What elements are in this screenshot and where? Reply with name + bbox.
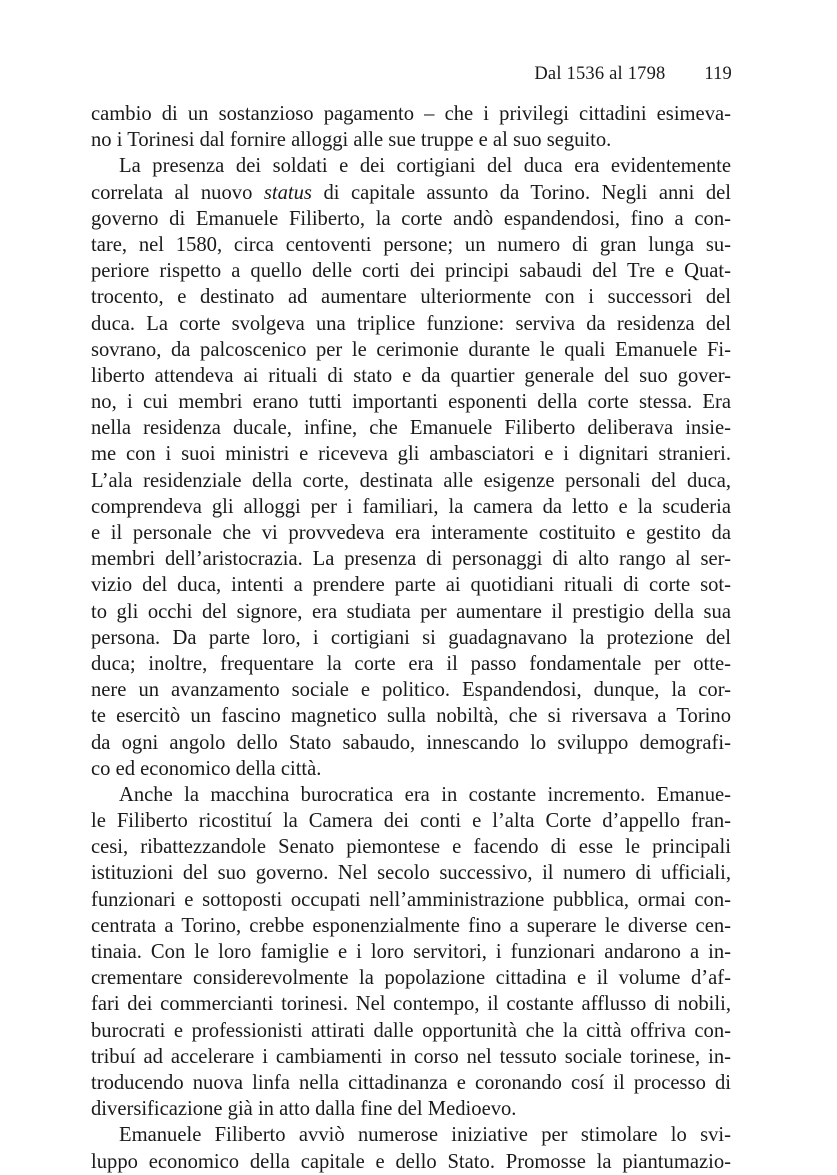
- text-line: trocento, e destinato ad aumentare ulteriormente con i successori del: [91, 286, 731, 309]
- text-line: e il personale che vi provvedeva era interamente costituito e gestito da: [91, 522, 731, 544]
- text-line: duca. La corte svolgeva una triplice funzione: serviva da residenza del: [91, 312, 731, 335]
- text-line: le Filiberto ricostituí la Camera dei conti e l’alta Corte d’appello fran-: [91, 810, 731, 833]
- text-line: nella residenza ducale, infine, che Emanuele Filiberto deliberava insie-: [91, 417, 731, 440]
- running-head-title: Dal 1536 al 1798: [534, 64, 666, 84]
- text-line: burocrati e professionisti attirati dalle opportunità che la città offriva con-: [91, 1019, 731, 1042]
- text-line: istituzioni del suo governo. Nel secolo successivo, il numero di ufficiali,: [91, 862, 731, 885]
- text-line: liberto attendeva ai rituali di stato e da quartier generale del suo gover-: [91, 364, 731, 387]
- text-line: diversificazione già in atto dalla fine del Medioevo.: [91, 1098, 517, 1121]
- body-text: [91, 101, 731, 1175]
- text-line: no i Torinesi dal fornire alloggi alle sue truppe e al suo seguito.: [91, 129, 612, 152]
- text-line: centrata a Torino, crebbe esponenzialmente fino a superare le diverse cen-: [91, 914, 731, 937]
- text-line: comprendeva gli alloggi per i familiari, la camera da letto e la scuderia: [91, 495, 731, 518]
- running-head: [90, 62, 732, 86]
- text-line: funzionari e sottoposti occupati nell’amministrazione pubblica, ormai con-: [91, 888, 731, 911]
- text-line: vizio del duca, intenti a prendere parte ai quotidiani rituali di corte sot-: [91, 574, 731, 597]
- text-line: cesi, ribattezzandole Senato piemontese e facendo di esse le principali: [91, 836, 731, 859]
- text-line: no, i cui membri erano tutti importanti esponenti della corte stessa. Era: [91, 391, 731, 414]
- text-line: governo di Emanuele Filiberto, la corte andò espandendosi, fino a con-: [91, 207, 731, 230]
- text-line: persona. Da parte loro, i cortigiani si guadagnavano la protezione del: [91, 626, 731, 649]
- text-line: cambio di un sostanzioso pagamento – che i privilegi cittadini esimeva-: [91, 103, 731, 125]
- text-line: tare, nel 1580, circa centoventi persone; un numero di gran lunga su-: [91, 233, 731, 256]
- text-line: co ed economico della città.: [91, 757, 322, 780]
- text-line: luppo economico della capitale e dello Stato. Promosse la piantumazio-: [91, 1150, 731, 1173]
- text-line: te esercitò un fascino magnetico sulla nobiltà, che si riversava a Torino: [91, 705, 731, 728]
- text-line: duca; inoltre, frequentare la corte era il passo fondamentale per otte-: [91, 652, 731, 675]
- text-line: L’ala residenziale della corte, destinata alle esigenze personali del duca,: [91, 469, 731, 492]
- text-line: to gli occhi del signore, era studiata per aumentare il prestigio della sua: [91, 600, 731, 623]
- text-line: me con i suoi ministri e riceveva gli ambasciatori e i dignitari stranieri.: [91, 443, 731, 466]
- text-line: membri dell’aristocrazia. La presenza di personaggi di alto rango al ser-: [91, 548, 731, 571]
- text-line: nere un avanzamento sociale e politico. Espandendosi, dunque, la cor-: [91, 679, 731, 702]
- text-line: La presenza dei soldati e dei cortigiani del duca era evidentemente: [119, 155, 731, 178]
- text-line: da ogni angolo dello Stato sabaudo, innescando lo sviluppo demografi-: [91, 731, 731, 754]
- text-line: troducendo nuova linfa nella cittadinanza e coronando cosí il processo di: [91, 1071, 731, 1094]
- text-line: correlata al nuovo status di capitale assunto da Torino. Negli anni del: [91, 181, 731, 204]
- page-number: 119: [704, 64, 732, 84]
- italic-term: status: [263, 181, 312, 204]
- text-line: Emanuele Filiberto avviò numerose iniziative per stimolare lo svi-: [119, 1124, 731, 1147]
- text-line: crementare considerevolmente la popolazione cittadina e il volume d’af-: [91, 967, 731, 990]
- text-line: periore rispetto a quello delle corti dei principi sabaudi del Tre e Quat-: [91, 260, 731, 283]
- text-line: Anche la macchina burocratica era in costante incremento. Emanue-: [119, 783, 731, 806]
- text-line: fari dei commercianti torinesi. Nel contempo, il costante afflusso di nobili,: [91, 993, 731, 1016]
- text-line: sovrano, da palcoscenico per le cerimonie durante le quali Emanuele Fi-: [91, 338, 731, 361]
- text-line: tinaia. Con le loro famiglie e i loro servitori, i funzionari andarono a in-: [91, 941, 731, 963]
- text-line: tribuí ad accelerare i cambiamenti in corso nel tessuto sociale torinese, in-: [91, 1045, 731, 1068]
